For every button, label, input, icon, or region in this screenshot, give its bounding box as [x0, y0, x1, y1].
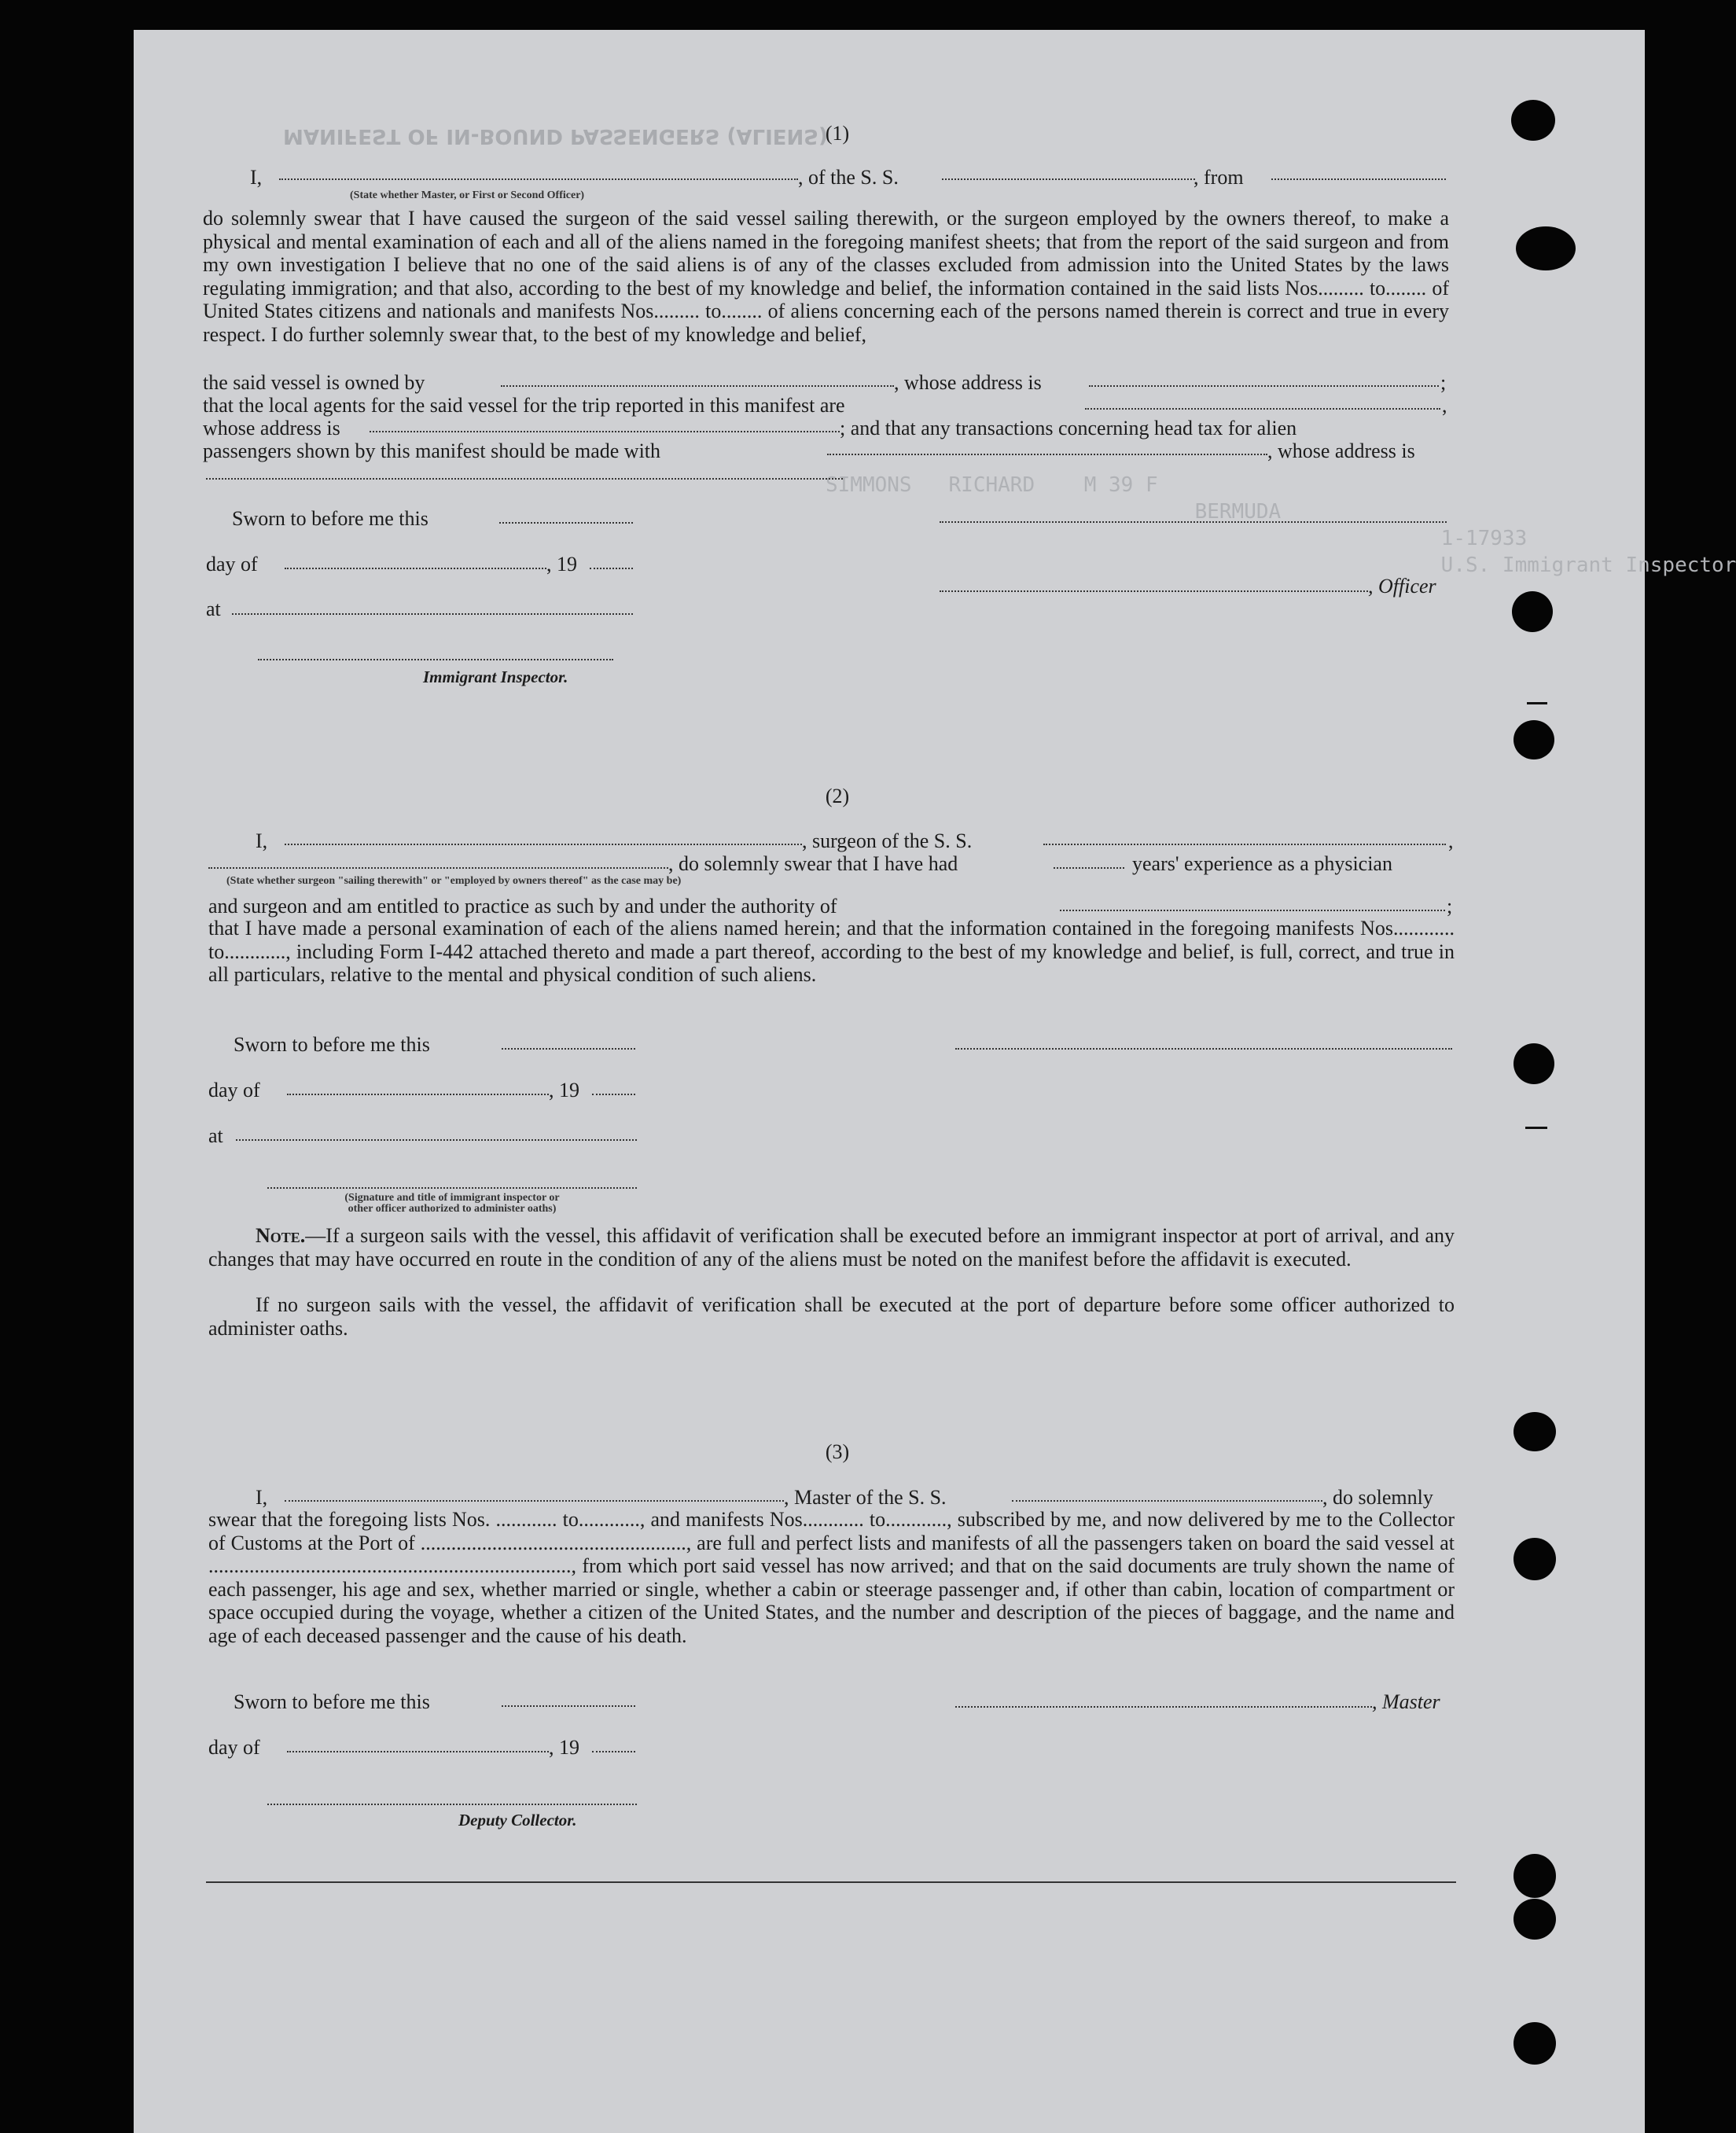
note-paragraph [208, 1224, 1455, 1271]
head-tax-label: ; and that any transactions concerning head tax for alien [840, 417, 1297, 439]
master-signature-field[interactable] [955, 1706, 1372, 1708]
day-of-label: day of [208, 1079, 260, 1101]
local-agents-label: that the local agents for the said vessel for the trip reported in this manifest are [203, 394, 845, 417]
from-port-field[interactable] [1271, 178, 1446, 180]
surgeon-status-field[interactable] [208, 867, 668, 869]
owned-by-label: the said vessel is owned by [203, 371, 425, 394]
sworn-label: Sworn to before me this [232, 507, 428, 530]
owner-address-field[interactable] [1089, 385, 1439, 387]
vessel-name-field[interactable] [942, 178, 1195, 180]
section-1-number: (1) [825, 122, 850, 145]
year-prefix: , 19 [549, 1736, 579, 1759]
owner-field[interactable] [501, 385, 894, 387]
master-label [1372, 1690, 1440, 1714]
section-2-i: I, [256, 829, 268, 852]
agents-address-label: whose address is [203, 417, 340, 439]
section-3-i: I, [256, 1486, 268, 1509]
note-paragraph-2: If no surgeon sails with the vessel, the affidavit of verification shall be executed at the port of departure before some officer authorized to administer oaths. [208, 1293, 1455, 1340]
bottom-rule [206, 1881, 1456, 1883]
surgeon-of-label: , surgeon of the S. S. [802, 829, 973, 852]
place-field[interactable] [236, 1139, 637, 1141]
party-address-label: , whose address is [1267, 439, 1415, 462]
signature-caption-2: other officer authorized to administer oaths) [348, 1203, 557, 1215]
punch-hole [1513, 720, 1554, 759]
years-experience-field[interactable] [1054, 867, 1124, 869]
month-field[interactable] [287, 1751, 549, 1752]
at-label: at [206, 598, 221, 620]
year-field[interactable] [590, 568, 633, 569]
rank-field[interactable] [279, 178, 798, 180]
inspector-signature-field[interactable] [258, 659, 613, 660]
bleed-through-text: SIMMONS RICHARD M 39 F BERMUDA 1-17933 U.S. Immigrant Inspector [826, 473, 1736, 577]
year-prefix: , 19 [546, 553, 577, 576]
semicolon: ; [1447, 895, 1453, 918]
surgeon-status-caption: (State whether surgeon "sailing therewith" or "employed by owners thereof" as the case may be) [226, 875, 682, 887]
entitled-label: and surgeon and am entitled to practice as such by and under the authority of [208, 895, 837, 918]
owner-address-label: , whose address is [894, 371, 1042, 394]
punch-hole [1513, 1043, 1554, 1084]
deputy-collector-signature-field[interactable] [267, 1804, 637, 1805]
officer-name-field[interactable] [940, 521, 1447, 523]
section-1-paragraph: do solemnly swear that I have caused the surgeon of the said vessel sailing therewith, or the surgeon employed by the owners thereof, to make a physical and mental examination of each and all of the aliens named in the foregoing manifest sheets; that from the report of the said surgeon and from my own investigation I believe that no one of the said aliens is of any of the classes excluded from admission into the United States by the laws regulating immigration; and that also, according to the best of my knowledge and belief, the information contained in the said lists Nos......... to........ of United States citizens and nationals and manifests Nos......... to........ of aliens concerning each of the persons named therein is correct and true in every respect. I do further solemnly swear that, to the best of my knowledge and belief, [203, 207, 1449, 346]
authority-field[interactable] [1060, 910, 1445, 911]
margin-mark [1525, 1127, 1547, 1129]
comma: , [1448, 829, 1454, 852]
master-vessel-field[interactable] [1012, 1500, 1322, 1502]
from-label: , from [1194, 166, 1244, 189]
party-address-field[interactable] [206, 478, 843, 480]
year-field[interactable] [592, 1751, 635, 1752]
place-field[interactable] [232, 613, 633, 615]
month-field[interactable] [285, 568, 546, 569]
deputy-collector-caption: Deputy Collector. [458, 1811, 577, 1830]
comma: , [1442, 394, 1447, 417]
surgeon-signature-field[interactable] [955, 1048, 1452, 1050]
punch-hole [1513, 1899, 1556, 1940]
day-of-label: day of [206, 553, 258, 576]
sworn-date-field[interactable] [499, 522, 633, 524]
head-tax-party-field[interactable] [827, 454, 1267, 455]
agents-address-field[interactable] [370, 431, 840, 432]
signature-caption-1: (Signature and title of immigrant inspector or [344, 1192, 560, 1204]
month-field[interactable] [287, 1094, 549, 1095]
at-label: at [208, 1124, 223, 1147]
sworn-date-field[interactable] [502, 1048, 635, 1050]
bleed-through-header: MANIFEST OF IN-BOUND PASSENGERS (ALIENS) [283, 124, 828, 148]
punch-hole [1513, 1412, 1556, 1451]
surgeon-name-field[interactable] [285, 844, 802, 845]
semicolon: ; [1440, 371, 1447, 394]
surgeon-vessel-field[interactable] [1043, 844, 1446, 845]
immigrant-inspector-caption: Immigrant Inspector. [423, 667, 568, 686]
year-field[interactable] [592, 1094, 635, 1095]
punch-hole [1513, 1538, 1556, 1580]
years-experience-label: years' experience as a physician [1132, 852, 1392, 875]
punch-hole [1511, 100, 1555, 141]
local-agents-field[interactable] [1085, 408, 1440, 410]
sworn-label: Sworn to before me this [234, 1690, 430, 1713]
note-text: —If a surgeon sails with the vessel, this affidavit of verification shall be executed before an immigrant inspector at port of arrival, and any changes that may have occurred en route in the condition of any of the aliens must be noted on the manifest before the affidavit is executed. [208, 1224, 1455, 1271]
of-the-ss-label: , of the S. S. [798, 166, 899, 189]
sworn-date-field[interactable] [502, 1705, 635, 1707]
section-2-number: (2) [825, 785, 850, 807]
section-2-paragraph: that I have made a personal examination of each of the aliens named herein; and that the information contained in the foregoing manifests Nos............ to............, including Form I-442 attached thereto and made a part thereof, according to the best of my knowledge and belief, is full, correct, and true in all particulars, relative to the mental and physical condition of such aliens. [208, 917, 1455, 986]
master-name-field[interactable] [285, 1500, 784, 1502]
master-of-label: , Master of the S. S. [784, 1486, 947, 1509]
punch-hole [1513, 1854, 1556, 1898]
punch-hole [1512, 591, 1553, 632]
officer-label [1368, 575, 1436, 598]
punch-hole [1513, 2022, 1556, 2065]
day-of-label: day of [208, 1736, 260, 1759]
section-3-number: (3) [825, 1440, 850, 1463]
year-prefix: , 19 [549, 1079, 579, 1101]
margin-mark [1527, 702, 1547, 704]
sworn-label: Sworn to before me this [234, 1033, 430, 1056]
punch-hole [1516, 226, 1576, 270]
rank-caption: (State whether Master, or First or Second Officer) [350, 189, 585, 201]
officer-signature-field[interactable] [940, 590, 1368, 592]
section-1-i: I, [250, 166, 263, 189]
do-solemnly-label: , do solemnly [1322, 1486, 1433, 1509]
passengers-shown-label: passengers shown by this manifest should be made with [203, 439, 661, 462]
do-solemnly-label: , do solemnly swear that I have had [668, 852, 958, 875]
master-label-text: , Master [1372, 1690, 1440, 1713]
inspector-signature-field[interactable] [267, 1187, 637, 1189]
section-3-paragraph: swear that the foregoing lists Nos. ............ to............, and manifests Nos............ to............, subscribed by me, and now delivered by me to the Collector of Customs at the Port of ...................................................., are full and perfect lists and manifests of all the passengers taken on board the said vessel at ......................................................................., from which port said vessel has now arrived; and that on the said documents are truly shown the name of each passenger, his age and sex, whether married or single, whether a cabin or steerage passenger and, if other than cabin, location of compartment or space occupied during the voyage, whether a citizen of the United States, and the number and description of the pieces of baggage, and the name and age of each deceased passenger and the cause of his death. [208, 1508, 1455, 1647]
officer-label-text: , Officer [1368, 575, 1436, 598]
note-label: Note. [256, 1224, 306, 1247]
